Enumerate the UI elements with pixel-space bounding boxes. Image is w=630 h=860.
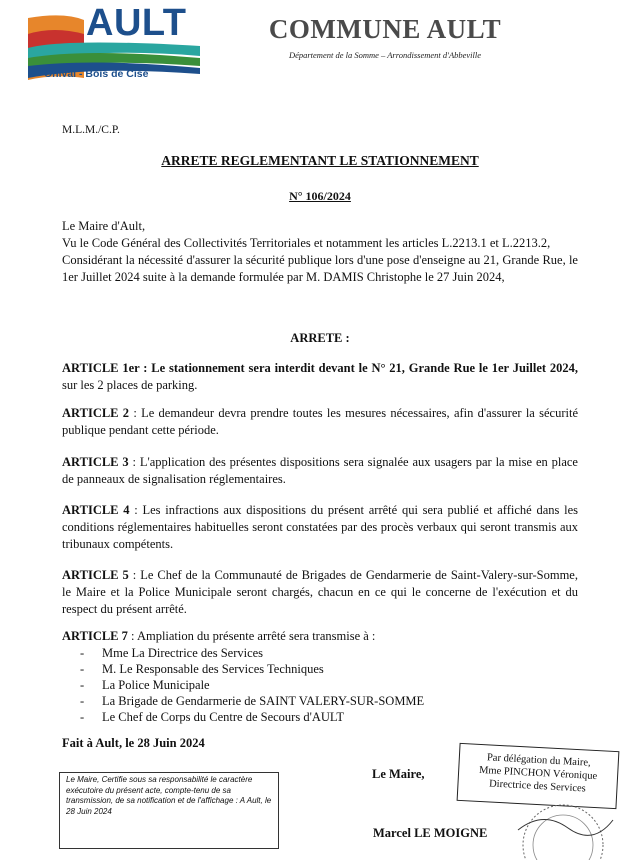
intro-block [62,218,578,286]
article-5 [62,567,578,618]
logo-word: AULT [86,2,187,44]
article-2 [62,405,578,439]
article-text: sur les 2 places de parking. [62,378,198,392]
article-label: ARTICLE 3 [62,455,129,469]
arrete-heading: ARRETE : [290,331,350,345]
article-text: : Ampliation du présente arrêté sera transmise à : [127,629,376,643]
article-bold-text: Le stationnement sera interdit devant le N° 21, Grande Rue le 1er Juillet 2024, [151,361,578,375]
document-title: ARRETE REGLEMENTANT LE STATIONNEMENT [161,153,479,168]
list-item: - Le Chef de Corps du Centre de Secours d'AULT [80,709,424,725]
stamp-line: Mme PINCHON Véronique [478,764,598,783]
commune-title: COMMUNE AULT [268,14,502,44]
official-seal [508,790,618,860]
arrete-number: N° 106/2024 [289,189,351,203]
article-text: : L'application des présentes dispositions sera signalée aux usagers par la mise en place de panneaux de signalisation réglementaires. [62,455,578,486]
article-label: ARTICLE 7 [62,629,128,643]
list-item: - Mme La Directrice des Services [80,645,424,661]
signatory-name: Marcel LE MOIGNE [373,826,488,840]
certification-box: Le Maire, Certifie sous sa responsabilité le caractère exécutoire du présent acte, compte-tenu de sa transmission, de sa notification et de l'affichage : A Ault, le 28 Juin 2024 [59,772,279,849]
signature-label: Le Maire, [372,767,425,781]
list-item: - La Police Municipale [80,677,424,693]
reference-code: M.L.M./C.P. [62,124,120,136]
intro-line: Vu le Code Général des Collectivités Territoriales et notamment les articles L.2213.1 et L.2213.2, [62,236,551,250]
article-label: ARTICLE 2 [62,406,130,420]
article-4 [62,502,578,553]
article-text: : Le Chef de la Communauté de Brigades de Gendarmerie de Saint-Valery-sur-Somme, le Maire et la Police Municipale seront chargés, chacun en ce qui le concerne de l'exécution et du respect du présent arrêté. [62,568,578,616]
article-3 [62,454,578,488]
place-date: Fait à Ault, le 28 Juin 2024 [62,736,205,750]
intro-line: Considérant la nécessité d'assurer la sécurité publique lors d'une pose d'enseigne au 21, Grande Rue, le 1er Juillet 2024 suite à la demande formulée par M. DAMIS Christophe le 27 Juin 2024, [62,253,578,284]
article-1: ARTICLE 1er : Le stationnement sera interdit devant le N° 21, Grande Rue le 1er Juillet 2024, sur les 2 places de parking. [62,361,578,392]
intro-line: Le Maire d'Ault, [62,219,146,233]
article-text: : Le demandeur devra prendre toutes les mesures nécessaires, afin d'assurer la sécurité publique pendant cette période. [62,406,578,437]
list-item: - M. Le Responsable des Services Techniques [80,661,424,677]
commune-subtitle: Département de la Somme – Arrondissement d'Abbeville [288,50,482,60]
list-item: - La Brigade de Gendarmerie de SAINT VALERY-SUR-SOMME [80,693,424,709]
article-text: : Les infractions aux dispositions du présent arrêté qui sera publié et affiché dans les conditions réglementaires habituelles seront constatées par des procès verbaux qui seront transmis aux tribunaux compétents. [62,503,578,551]
stamp-line: Directrice des Services [488,778,587,795]
article-label: ARTICLE 5 [62,568,129,582]
article-label: ARTICLE 4 [62,503,130,517]
article-7 [62,628,578,645]
recipient-list [80,645,424,725]
logo-subtitle: Onival - Bois de Cise [44,68,149,80]
stamp-line: Par délégation du Maire, [486,752,591,769]
article-label: ARTICLE 1er [62,361,140,375]
